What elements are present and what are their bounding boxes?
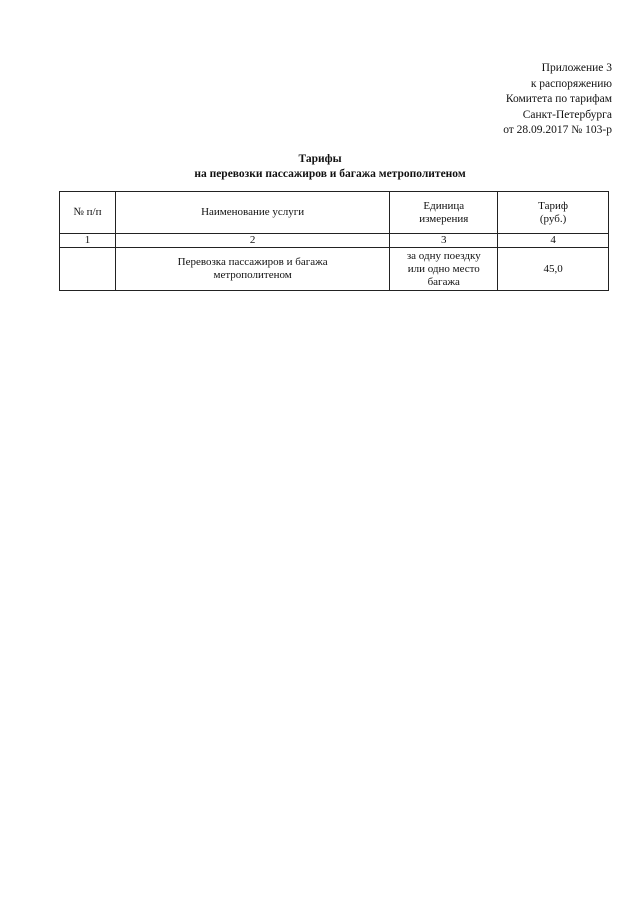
header-unit (390, 192, 498, 234)
column-number: 1 (60, 234, 116, 248)
header-tariff (498, 192, 609, 234)
row-unit (390, 248, 498, 291)
document-title: Тарифы (298, 153, 342, 165)
appendix-line: Санкт-Петербурга (522, 108, 612, 121)
header-unit-line: измерения (419, 212, 469, 225)
row-service-line: Перевозка пассажиров и багажа (177, 256, 328, 268)
row-service (115, 248, 389, 291)
column-number: 4 (498, 234, 609, 248)
document-subtitle: на перевозки пассажиров и багажа метрополитеном (194, 168, 466, 180)
row-num (60, 248, 116, 291)
appendix-block (503, 61, 612, 139)
row-tariff: 45,0 (498, 248, 609, 291)
document-heading (0, 152, 640, 182)
appendix-line: к распоряжению (530, 77, 612, 90)
header-num: № п/п (60, 192, 116, 234)
row-unit-line: багажа (427, 275, 460, 288)
row-service-line: метрополитеном (213, 269, 292, 281)
column-number: 3 (390, 234, 498, 248)
appendix-line: от 28.09.2017 № 103-р (503, 124, 612, 137)
header-service: Наименование услуги (115, 192, 389, 234)
appendix-line: Приложение 3 (541, 62, 612, 74)
row-unit-line: или одно место (407, 262, 480, 275)
table-header-row (60, 192, 609, 234)
row-unit-line: за одну поездку (406, 249, 481, 262)
table-row (60, 248, 609, 291)
column-number-row (60, 234, 609, 248)
appendix-line: Комитета по тарифам (505, 93, 612, 106)
tariff-table (59, 191, 609, 291)
header-tariff-line: Тариф (538, 199, 569, 212)
header-unit-line: Единица (423, 199, 465, 212)
header-tariff-line: (руб.) (539, 212, 567, 225)
column-number: 2 (115, 234, 389, 248)
